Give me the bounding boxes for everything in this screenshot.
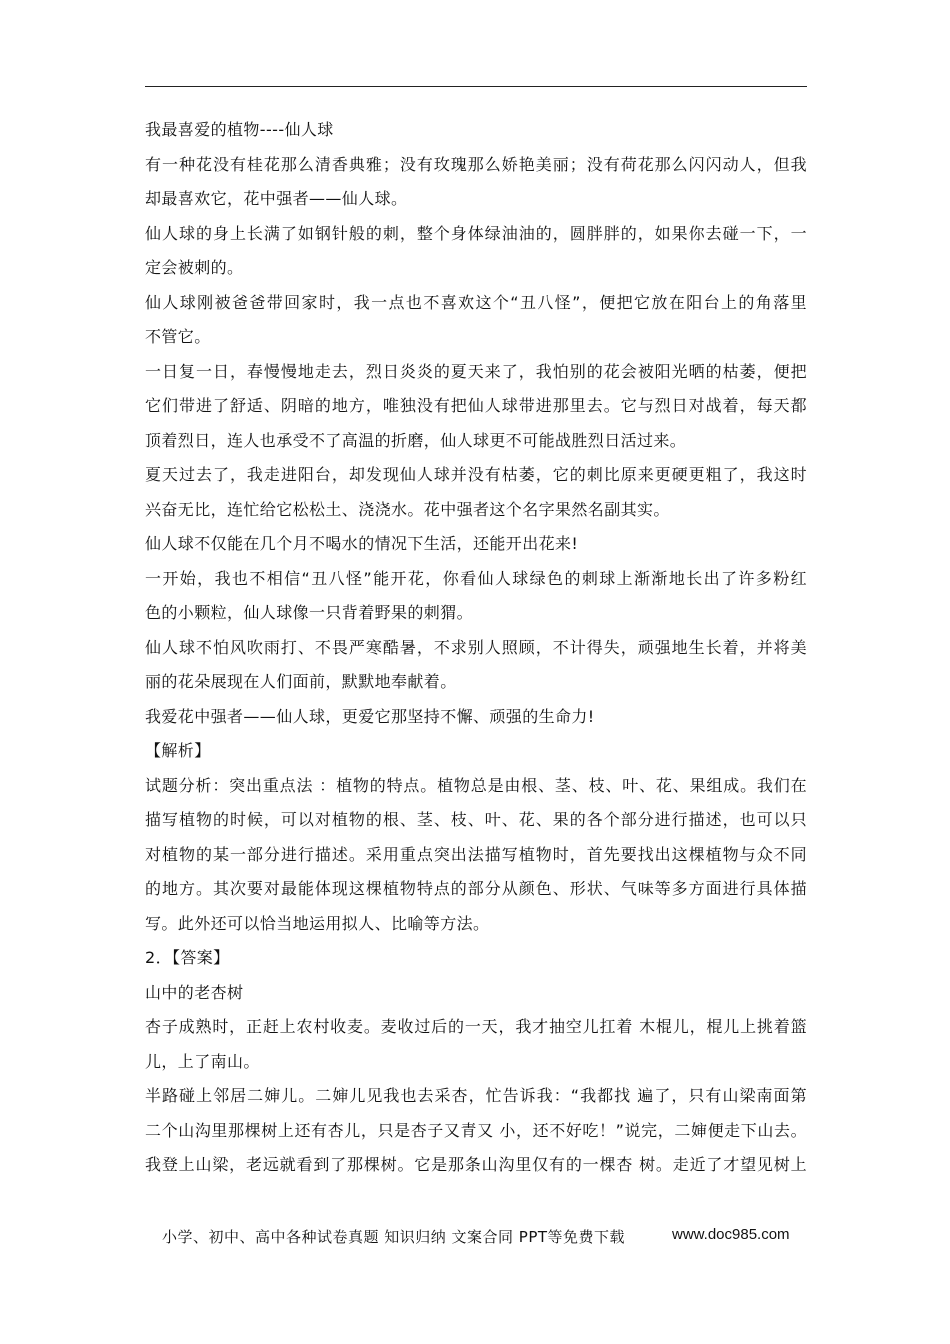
text-line: 兴奋无比，连忙给它松松土、浇浇水。花中强者这个名字果然名副其实。 <box>145 499 670 519</box>
page-footer <box>0 1226 950 1250</box>
text-line: 定会被刺的。 <box>145 258 244 277</box>
text-line: 仙人球的身上长满了如钢针般的刺，整个身体绿油油的，圆胖胖的，如果你去碰一下，一 <box>145 223 807 243</box>
text-line: 二个山沟里那棵树上还有杏儿，只是杏子又青又 小，还不好吃！”说完，二婶便走下山去。 <box>145 1120 807 1140</box>
text-line: 色的小颗粒，仙人球像一只背着野果的刺猬。 <box>145 603 474 622</box>
document-body <box>145 113 807 1183</box>
text-line: 它们带进了舒适、阴暗的地方，唯独没有把仙人球带进那里去。它与烈日对战着，每天都 <box>145 396 807 415</box>
text-line: 却最喜欢它，花中强者——仙人球。 <box>145 189 408 208</box>
text-line: 仙人球不怕风吹雨打、不畏严寒酷暑，不求别人照顾，不计得失，顽强地生长着，并将美 <box>145 637 807 657</box>
text-line: 一日复一日，春慢慢地走去，烈日炎炎的夏天来了，我怕别的花会被阳光晒的枯萎，便把 <box>145 361 807 381</box>
text-line: 杏子成熟时，正赶上农村收麦。麦收过后的一天，我才抽空儿扛着 木棍儿，棍儿上挑着篮 <box>145 1017 807 1036</box>
text-line: 的地方。其次要对最能体现这棵植物特点的部分从颜色、形状、气味等多方面进行具体描 <box>145 879 807 898</box>
text-line: 顶着烈日，连人也承受不了高温的折磨，仙人球更不可能战胜烈日活过来。 <box>145 430 687 450</box>
text-line: 对植物的某一部分进行描述。采用重点突出法描写植物时，首先要找出这棵植物与众不同 <box>145 844 807 864</box>
text-line: 2．【答案】 <box>145 948 230 967</box>
text-line: 一开始，我也不相信“丑八怪”能开花，你看仙人球绿色的刺球上渐渐地长出了许多粉红 <box>145 568 807 588</box>
text-line: 描写植物的时候，可以对植物的根、茎、枝、叶、花、果的各个部分进行描述，也可以只 <box>145 810 807 829</box>
text-line: 【解析】 <box>145 741 211 760</box>
text-line: 写。此外还可以恰当地运用拟人、比喻等方法。 <box>145 913 490 933</box>
text-line: 我最喜爱的植物----仙人球 <box>145 120 334 139</box>
text-line: 山中的老杏树 <box>145 982 244 1002</box>
text-line: 半路碰上邻居二婶儿。二婶儿见我也去采杏，忙告诉我：“我都找 遍了，只有山梁南面第 <box>145 1086 807 1105</box>
footer-text: 小学、初中、高中各种试卷真题 知识归纳 文案合同 PPT等免费下载 <box>162 1228 626 1246</box>
text-line: 丽的花朵展现在人们面前，默默地奉献着。 <box>145 672 457 691</box>
text-line: 有一种花没有桂花那么清香典雅；没有玫瑰那么娇艳美丽；没有荷花那么闪闪动人，但我 <box>145 154 807 174</box>
text-line: 试题分析：突出重点法 ：植物的特点。植物总是由根、茎、枝、叶、花、果组成。我们在 <box>145 775 807 795</box>
text-line: 儿，上了南山。 <box>145 1051 260 1071</box>
footer-site-link[interactable]: www.doc985.com <box>672 1226 790 1243</box>
text-line: 我登上山梁，老远就看到了那棵树。它是那条山沟里仅有的一棵杏 树。走近了才望见树上 <box>145 1155 807 1174</box>
text-line: 我爱花中强者——仙人球，更爱它那坚持不懈、顽强的生命力! <box>145 706 595 726</box>
text-line: 仙人球不仅能在几个月不喝水的情况下生活，还能开出花来! <box>145 534 579 553</box>
header-rule <box>145 86 807 87</box>
text-line: 不管它。 <box>145 327 211 346</box>
text-line: 夏天过去了，我走进阳台，却发现仙人球并没有枯萎，它的刺比原来更硬更粗了，我这时 <box>145 465 807 484</box>
text-line: 仙人球刚被爸爸带回家时，我一点也不喜欢这个“丑八怪”，便把它放在阳台上的角落里 <box>145 292 807 312</box>
